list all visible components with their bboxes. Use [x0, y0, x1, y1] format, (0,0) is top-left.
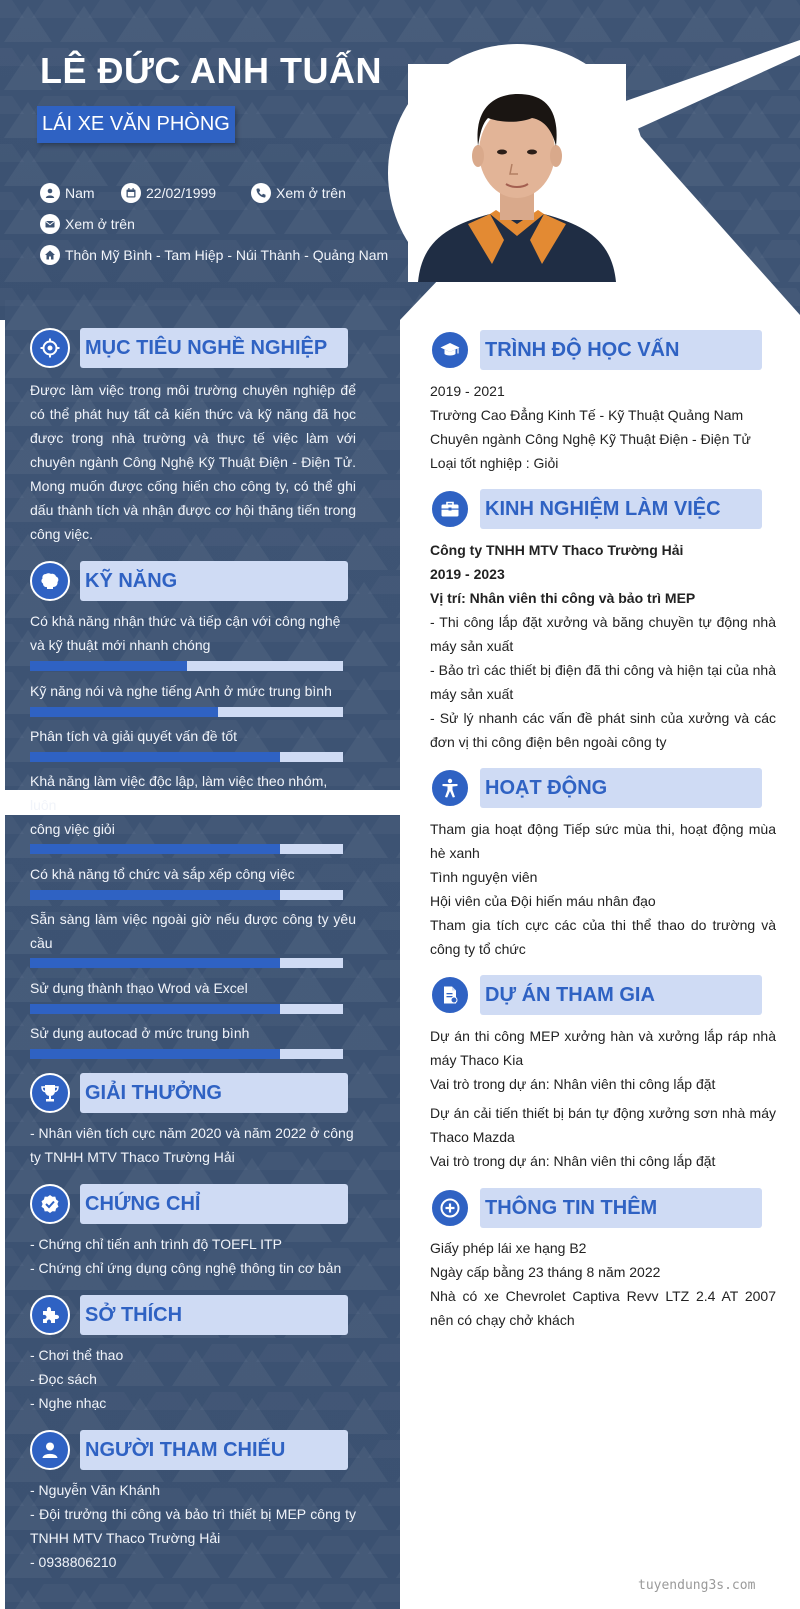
projects-title: DỰ ÁN THAM GIA — [485, 984, 655, 1006]
project-name: Dự án thi công MEP xưởng hàn và xưởng lắp ráp nhà máy Thaco Kia — [430, 1028, 776, 1068]
skills-header — [30, 561, 348, 601]
briefcase-icon — [430, 489, 470, 529]
skill-label: Phân tích và giải quyết vấn đề tốt — [30, 728, 238, 744]
activities-header — [430, 768, 762, 808]
hobby-item: - Nghe nhạc — [30, 1395, 107, 1411]
phone-icon — [251, 183, 271, 203]
experience-title: KINH NGHIỆM LÀM VIỆC — [485, 498, 721, 520]
birthday-info — [121, 183, 216, 203]
extra-item: Giấy phép lái xe hạng B2 — [430, 1240, 587, 1256]
education-school: Trường Cao Đẳng Kinh Tế - Kỹ Thuật Quảng Nam — [430, 407, 744, 423]
skill-label: Sử dụng autocad ở mức trung bình — [30, 1025, 250, 1041]
person-icon — [40, 183, 60, 203]
certificates-title: CHỨNG CHỈ — [85, 1193, 201, 1215]
education-years: 2019 - 2021 — [430, 383, 505, 399]
certificate-item: - Chứng chỉ ứng dụng công nghệ thông tin cơ bản — [30, 1260, 342, 1276]
skill-bar — [30, 958, 343, 968]
address-value: Thôn Mỹ Bình - Tam Hiệp - Núi Thành - Quảng Nam — [65, 247, 389, 263]
calendar-icon — [121, 183, 141, 203]
puzzle-icon — [30, 1295, 70, 1335]
experience-duty: - Thi công lắp đặt xưởng và băng chuyền tự động nhà máy sản xuất — [430, 614, 776, 654]
skills-title: KỸ NĂNG — [85, 570, 178, 592]
extra-header — [430, 1188, 762, 1228]
email-icon — [40, 214, 60, 234]
skill-bar — [30, 661, 343, 671]
document-icon — [430, 975, 470, 1015]
references-title: NGƯỜI THAM CHIẾU — [85, 1439, 286, 1461]
experience-duty: - Bảo trì các thiết bị điện đã thi công và hiện tại của nhà máy sản xuất — [430, 662, 776, 702]
email-info — [40, 214, 135, 234]
experience-header — [430, 489, 762, 529]
skill-label: Có khả năng tổ chức và sắp xếp công việc — [30, 866, 295, 882]
experience-duty: - Sử lý nhanh các vấn đề phát sinh của xưởng và các đơn vị thi công điện bên ngoài công ty — [430, 710, 776, 750]
graduation-cap-icon — [430, 330, 470, 370]
skill-bar — [30, 844, 343, 854]
watermark: tuyendung3s.com — [638, 1578, 756, 1593]
reference-phone: - 0938806210 — [30, 1554, 117, 1570]
skill-bar — [30, 707, 343, 717]
activity-item: Tham gia tích cực các của thi thể thao do trường và công ty tổ chức — [430, 917, 776, 957]
certificates-header — [30, 1184, 348, 1224]
hobbies-title: SỞ THÍCH — [85, 1304, 183, 1326]
skill-label: Sử dụng thành thạo Wrod và Excel — [30, 980, 248, 996]
reference-name: - Nguyễn Văn Khánh — [30, 1482, 160, 1498]
trophy-icon — [30, 1073, 70, 1113]
skill-label: Có khả năng nhận thức và tiếp cận với công nghệ và kỹ thuật mới nhanh chóng — [30, 613, 341, 653]
job-title: LÁI XE VĂN PHÒNG — [37, 106, 235, 143]
brain-icon — [30, 561, 70, 601]
project-role: Vai trò trong dự án: Nhân viên thi công lắp đặt — [430, 1076, 716, 1092]
education-title: TRÌNH ĐỘ HỌC VẤN — [485, 339, 680, 361]
objective-header — [30, 328, 348, 368]
experience-company: Công ty TNHH MTV Thaco Trường Hải — [430, 542, 684, 558]
skill-label: Kỹ năng nói và nghe tiếng Anh ở mức trung bình — [30, 683, 332, 699]
email-value: Xem ở trên — [65, 216, 135, 232]
awards-header — [30, 1073, 348, 1113]
experience-position: Vị trí: Nhân viên thi công và bảo trì MEP — [430, 590, 696, 606]
activity-item: Hội viên của Đội hiến máu nhân đạo — [430, 893, 656, 909]
hobbies-header — [30, 1295, 348, 1335]
gender-value: Nam — [65, 185, 95, 201]
badge-check-icon — [30, 1184, 70, 1224]
target-icon — [30, 328, 70, 368]
references-header — [30, 1430, 348, 1470]
activities-title: HOẠT ĐỘNG — [485, 777, 608, 799]
education-major: Chuyên ngành Công Nghệ Kỹ Thuật Điện - Điện Tử — [430, 431, 751, 447]
activity-item: Tình nguyện viên — [430, 869, 538, 885]
awards-title: GIẢI THƯỞNG — [85, 1082, 222, 1104]
skill-bar — [30, 1049, 343, 1059]
projects-header — [430, 975, 762, 1015]
home-icon — [40, 245, 60, 265]
accessibility-icon — [430, 768, 470, 808]
skill-bar — [30, 890, 343, 900]
experience-years: 2019 - 2023 — [430, 566, 505, 582]
skill-bar — [30, 752, 343, 762]
hobby-item: - Đọc sách — [30, 1371, 97, 1387]
address-info — [40, 245, 388, 265]
objective-text: Được làm việc trong môi trường chuyên nghiệp để có thể phát huy tất cả kiến thức và kỹ năng đã học được trong nhà trường và thực tế việc làm với chuyên ngành Công Nghệ Kỹ Thuật Điện - Điện Tử. Mong muốn được cống hiến cho công ty, có thể ghi dấu thành tích và nhận được cơ hội thăng tiến trong công việc. — [30, 382, 356, 542]
plus-circle-icon — [430, 1188, 470, 1228]
skill-label-continued: công việc giỏi — [30, 821, 115, 837]
awards-text: - Nhân viên tích cực năm 2020 và năm 2022 ở công ty TNHH MTV Thaco Trường Hải — [30, 1125, 354, 1165]
phone-value: Xem ở trên — [276, 185, 346, 201]
certificate-item: - Chứng chỉ tiến anh trình độ TOEFL ITP — [30, 1236, 282, 1252]
activity-item: Tham gia hoạt động Tiếp sức mùa thi, hoạt động mùa hè xanh — [430, 821, 776, 861]
person-icon — [30, 1430, 70, 1470]
hobby-item: - Chơi thể thao — [30, 1347, 124, 1363]
extra-item: Ngày cấp bằng 23 tháng 8 năm 2022 — [430, 1264, 661, 1280]
extra-title: THÔNG TIN THÊM — [485, 1197, 658, 1219]
phone-info — [251, 183, 346, 203]
profile-photo — [408, 64, 626, 282]
skill-label: Sẵn sàng làm việc ngoài giờ nếu được công ty yêu cầu — [30, 911, 356, 951]
skill-bar — [30, 1004, 343, 1014]
birthday-value: 22/02/1999 — [146, 185, 217, 201]
education-header — [430, 330, 762, 370]
skill-label: Khả năng làm việc độc lập, làm việc theo nhóm, luôn — [30, 773, 328, 813]
project-role: Vai trò trong dự án: Nhân viên thi công lắp đặt — [430, 1153, 716, 1169]
education-grade: Loại tốt nghiệp : Giỏi — [430, 455, 559, 471]
gender-info — [40, 183, 95, 203]
reference-position: - Đội trưởng thi công và bảo trì thiết bị MEP công ty TNHH MTV Thaco Trường Hải — [30, 1506, 356, 1546]
extra-item: Nhà có xe Chevrolet Captiva Revv LTZ 2.4 AT 2007 nên có chạy chở khách — [430, 1288, 776, 1328]
project-name: Dự án cải tiến thiết bị bán tự động xưởng sơn nhà máy Thaco Mazda — [430, 1105, 776, 1145]
objective-title: MỤC TIÊU NGHỀ NGHIỆP — [85, 337, 328, 359]
candidate-name: LÊ ĐỨC ANH TUẤN — [40, 50, 383, 91]
